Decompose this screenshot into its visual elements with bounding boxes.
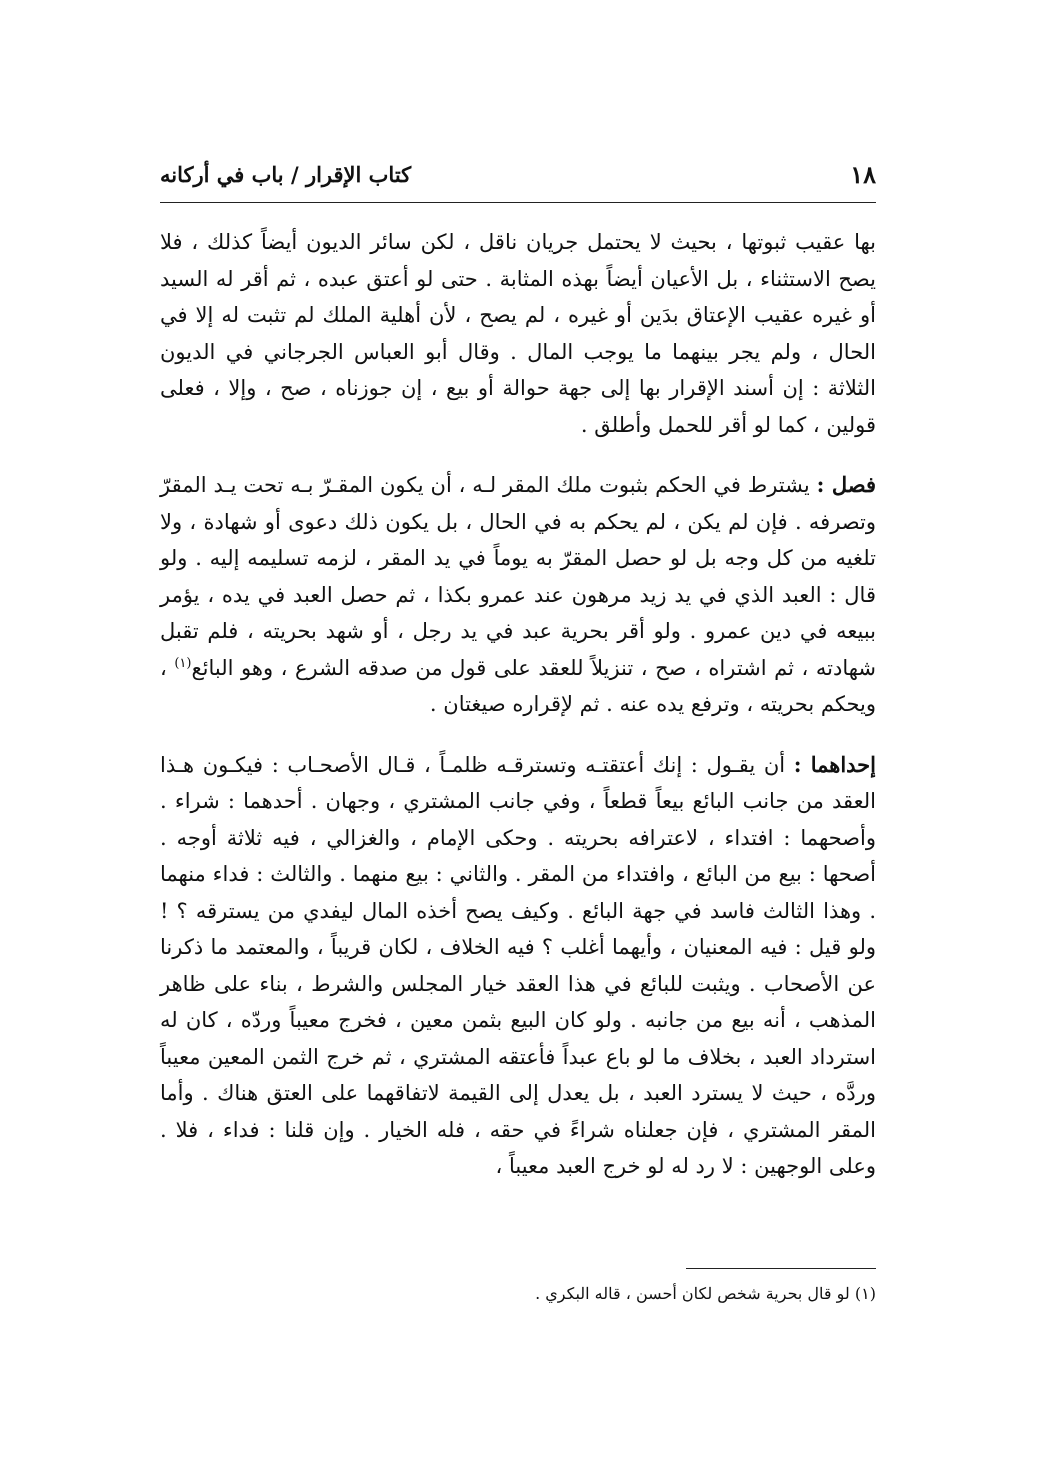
footnote-reference: (١) (174, 655, 192, 671)
paragraph-2 (160, 467, 876, 723)
paragraph-1: بها عقيب ثبوتها ، بحيث لا يحتمل جريان ناقل ، لكن سائر الديون أيضاً كذلك ، فلا يصح الاستثناء ، بل الأعيان أيضاً بهذه المثابة . حتى لو أعتق عبده ، ثم أقر له السيد أو غيره عقيب الإعتاق بدَين أو غيره ، لم يصح ، لأن أهلية الملك لم تثبت له إلا في الحال ، ولم يجر بينهما ما يوجب المال . وقال أبو العباس الجرجاني في الديون الثلاثة : إن أسند الإقرار بها إلى جهة حوالة أو بيع ، إن جوزناه ، صح ، وإلا ، فعلى قولين ، كما لو أقر للحمل وأطلق . (160, 230, 876, 437)
paragraph-2-text: يشترط في الحكم بثبوت ملك المقر لـه ، أن يكون المقـرّ بـه تحت يـد المقرّ وتصرفه . فإن لم يكن ، لم يحكم به في الحال ، بل يكون ذلك دعوى أو شهادة ، ولا تلغيه من كل وجه بل لو حصل المقرّ به يوماً في يد المقر ، لزمه تسليمه إليه . ولو قال : العبد الذي في يد زيد مرهون عند عمرو بكذا ، ثم حصل العبد في يده ، يؤمر ببيعه في دين عمرو . ولو أقر بحرية عبد في يد رجل ، أو شهد بحريته ، فلم تقبل شهادته ، ثم اشتراه ، صح ، تنزيلاً للعقد على قول من صدقه الشرع ، وهو البائع (160, 473, 877, 680)
page-header (160, 160, 876, 194)
footnote-marker: (١) (854, 1284, 876, 1303)
header-divider (160, 202, 876, 203)
paragraph-3 (160, 747, 876, 1185)
section-heading-fasl: فصل : (816, 472, 876, 497)
running-title: كتاب الإقرار / باب في أركانه (160, 162, 412, 187)
paragraph-2-tail: ، ويحكم بحريته ، وترفع يده عنه . ثم لإقراره صيغتان . (160, 655, 876, 716)
section-heading-ihdahuma: إحداهما : (793, 751, 876, 777)
footnote-divider (686, 1268, 876, 1269)
footnote-text: لو قال بحرية شخص لكان أحسن ، قاله البكري . (535, 1284, 850, 1303)
paragraph-3-text: أن يقـول : إنك أعتقتـه وتسترقـه ظلمـاً ، قـال الأصحـاب : فيكـون هـذا العقد من جانب البائع بيعاً قطعاً ، وفي جانب المشتري ، وجهان . أحدهما : شراء . وأصحهما : افتداء ، لاعترافه بحريته . وحكى الإمام ، والغزالي ، فيه ثلاثة أوجه . أصحها : بيع من البائع ، وافتداء من المقر . والثاني : بيع منهما . والثالث : فداء منهما . وهذا الثالث فاسد في جهة البائع . وكيف يصح أخذه المال ليفدي من يسترقه ؟ ! ولو قيل : فيه المعنيان ، وأيهما أغلب ؟ فيه الخلاف ، لكان قريباً ، والمعتمد ما ذكرنا عن الأصحاب . ويثبت للبائع في هذا العقد خيار المجلس والشرط ، بناء على ظاهر المذهب ، أنه بيع من جانبه . ولو كان البيع بثمن معين ، فخرج معيباً وردّه ، كان له استرداد العبد ، بخلاف ما لو باع عبداً فأعتقه المشتري ، ثم خرج الثمن المعين معيباً وردَّه ، حيث لا يسترد العبد ، بل يعدل إلى القيمة لاتفاقهما على العتق هناك . وأما المقر المشتري ، فإن جعلناه شراءً في حقه ، فله الخيار . وإن قلنا : فداء ، فلا . وعلى الوجهين : لا رد له لو خرج العبد معيباً ، (160, 752, 876, 1178)
page-number: ١٨ (850, 160, 876, 189)
footnote (160, 1282, 876, 1306)
main-text (160, 224, 876, 1205)
